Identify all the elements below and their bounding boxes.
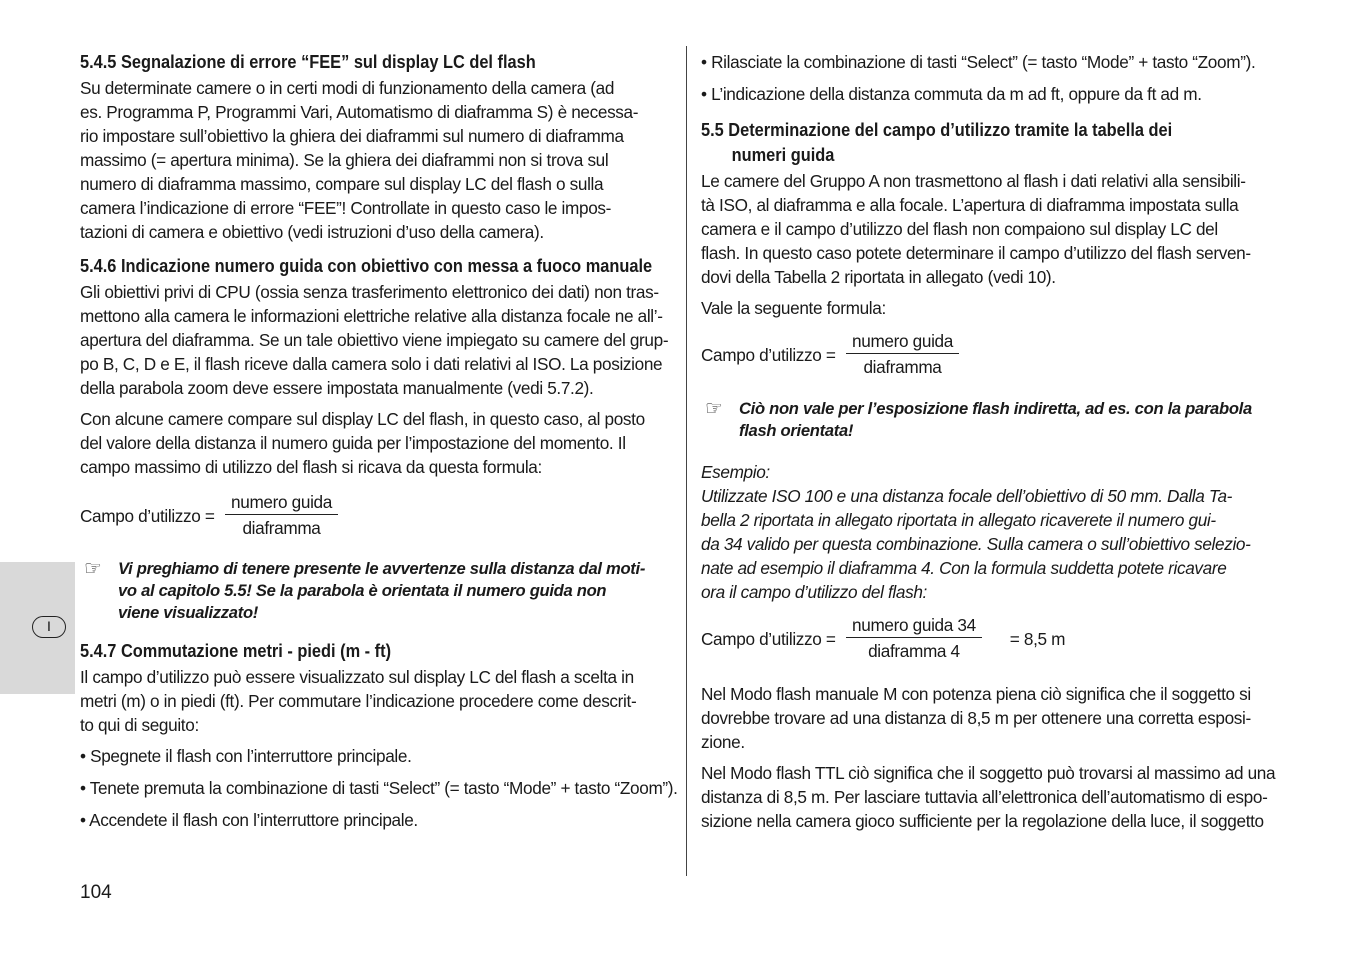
paragraph-manual-mode: Nel Modo flash manuale M con potenza piena ciò significa che il soggetto si dovrebbe trovare ad una distanza di 8,5 m per ottenere una corretta esposi- zione. xyxy=(701,684,1251,752)
page-number: 104 xyxy=(80,882,112,903)
section-heading-5-4-6: 5.4.6 Indicazione numero guida con obiettivo con messa a fuoco manuale xyxy=(80,256,653,276)
right-column xyxy=(701,50,1297,840)
fraction xyxy=(846,330,959,380)
paragraph-meters-feet: Il campo d’utilizzo può essere visualizzato sul display LC del flash a scelta in metri (m) o in piedi (ft). Per commutare l’indicazione procedere come descrit- to qui di seguito: xyxy=(80,667,637,735)
list-item: • L’indicazione della distanza commuta da m ad ft, oppure da ft ad m. xyxy=(701,84,1202,104)
example-block: Esempio: Utilizzate ISO 100 e una distanza focale dell’obiettivo di 50 mm. Dalla Ta- bella 2 riportata in allegato riportata in allegato ricaverete il numero gui- da 34 valido per questa combinazione. Sulla camera o sull’obiettivo selezio- nate ad esempio il diaframma 4. Con la formula suddetta potete ricavare ora il campo d’utilizzo del flash: xyxy=(701,462,1251,602)
list-item: • Tenete premuta la combinazione di tasti “Select” (= tasto “Mode” + tasto “Zoom”). xyxy=(80,778,678,798)
note-right: ☞ Ciò non vale per l’esposizione flash indiretta, ad es. con la parabola flash orientata! xyxy=(701,398,1297,442)
section-heading-5-4-7: 5.4.7 Commutazione metri - piedi (m - ft) xyxy=(80,641,392,661)
list-item: • Accendete il flash con l’interruttore principale. xyxy=(80,810,418,830)
fraction-numerator: numero guida 34 xyxy=(846,614,982,638)
left-column xyxy=(80,50,678,840)
section-heading-5-5: 5.5 Determinazione del campo d’utilizzo tramite la tabella dei numeri guida xyxy=(701,120,1173,165)
paragraph-group-a: Le camere del Gruppo A non trasmettono al flash i dati relativi alla sensibili- tà ISO, al diaframma e alla focale. L’apertura di diaframma impostata sulla camera e il campo d’utilizzo del flash non compaiono sul display LC del flash. In questo caso potete determinare il campo d’utilizzo del flash serven- dovi della Tabella 2 riportata in allegato (vedi 10). xyxy=(701,171,1251,287)
paragraph-formula-intro: Vale la seguente formula: xyxy=(701,298,886,318)
language-badge: I xyxy=(32,616,66,638)
fraction-numerator: numero guida xyxy=(225,491,338,515)
fraction xyxy=(846,614,982,664)
list-item: • Rilasciate la combinazione di tasti “Select” (= tasto “Mode” + tasto “Zoom”). xyxy=(701,52,1256,72)
fraction xyxy=(225,491,338,541)
pointing-hand-icon: ☞ xyxy=(84,558,102,580)
paragraph-ttl-mode: Nel Modo flash TTL ciò significa che il soggetto può trovarsi al massimo ad una distanza di 8,5 m. Per lasciare tuttavia all’elettronica dell’automatismo di espo- sizione nella camera gioco sufficiente per la regolazione della luce, il soggetto xyxy=(701,763,1276,831)
list-item: • Spegnete il flash con l’interruttore principale. xyxy=(80,746,412,766)
paragraph-cpu-lenses: Gli obiettivi privi di CPU (ossia senza trasferimento elettronico dei dati) non tras- mettono alla camera le informazioni elettriche relative alla distanza focale ne all’- apertura del diaframma. Se un tale obiettivo viene impiegato su camere del grup- po B, C, D e E, il flash riceve dalla camera solo i dati relativi al ISO. La posizione della parabola zoom deve essere impostata manualmente (vedi 5.7.2). xyxy=(80,282,669,398)
formula-result: = 8,5 m xyxy=(1009,628,1066,649)
fraction-numerator: numero guida xyxy=(846,330,959,354)
formula-range-left: Campo d’utilizzo = $\frac{\text{numero guida}}{\text{diaframma}}$ xyxy=(80,491,678,541)
column-divider xyxy=(686,46,687,876)
fraction-denominator: diaframma xyxy=(863,357,942,377)
fraction-denominator: diaframma xyxy=(242,518,321,538)
note-left: ☞ Vi preghiamo di tenere presente le avvertenze sulla distanza dal moti- vo al capitolo 5.5! Se la parabola è orientata il numero guida non viene visualizzato! xyxy=(80,558,678,624)
fraction-denominator: diaframma 4 xyxy=(868,641,960,661)
paragraph-guide-number-display: Con alcune camere compare sul display LC del flash, in questo caso, al posto del valore della distanza il numero guida per l’impostazione del momento. Il campo massimo di utilizzo del flash si ricava da questa formula: xyxy=(80,409,645,477)
section-heading-5-4-5: 5.4.5 Segnalazione di errore “FEE” sul display LC del flash xyxy=(80,52,536,72)
pointing-hand-icon: ☞ xyxy=(705,398,723,420)
paragraph-fee-error: Su determinate camere o in certi modi di funzionamento della camera (ad es. Programma P, Programmi Vari, Automatismo di diaframma S) è necessa- rio impostare sull’obiettivo la ghiera dei diaframmi sul numero di diaframma massimo (= apertura minima). Se la ghiera dei diaframmi non si trova sul numero di diaframma massimo, compare sul display LC del flash o sulla camera l’indicazione di errore “FEE”! Controllate in questo caso le impos- tazioni di camera e obiettivo (vedi istruzioni d’uso della camera). xyxy=(80,78,639,242)
formula-example: Campo d’utilizzo = $\frac{\text{numero guida 34}}{\text{diaframma 4}}$ = 8,5 m xyxy=(701,614,1297,664)
formula-range-right: Campo d’utilizzo = $\frac{\text{numero guida}}{\text{diaframma}}$ xyxy=(701,330,1297,380)
